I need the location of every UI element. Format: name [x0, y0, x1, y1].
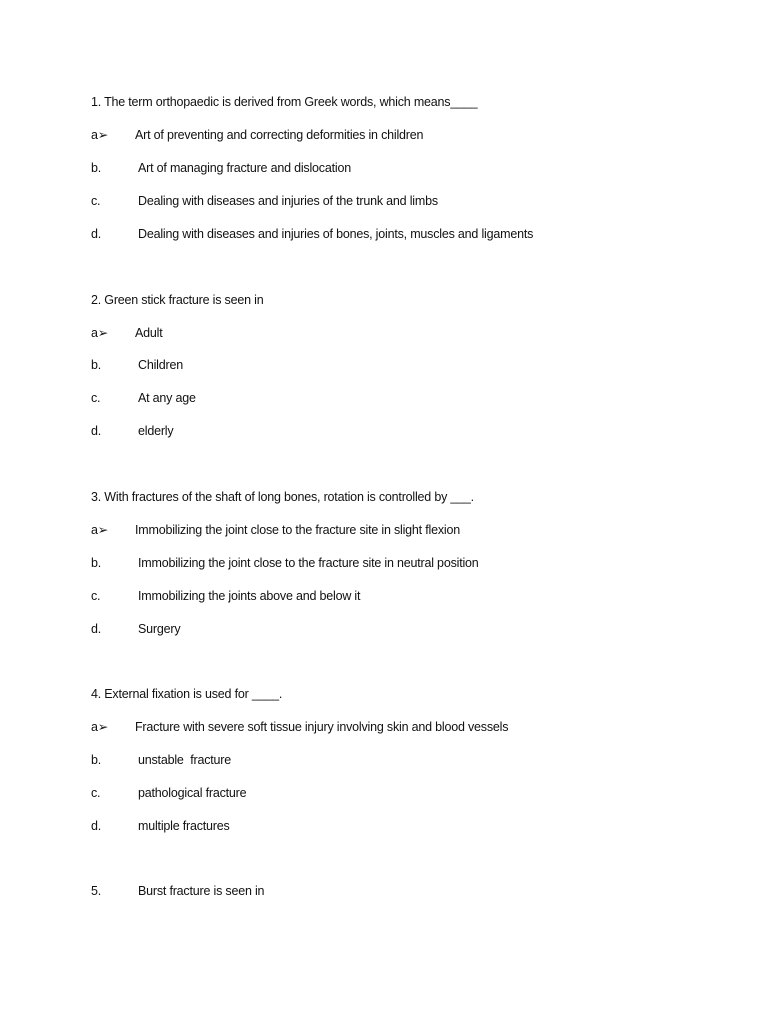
option-marker: b. [91, 556, 102, 570]
question-number: 5. [91, 884, 102, 898]
question-3-stem: 3. With fractures of the shaft of long bones, rotation is controlled by ___. [91, 490, 474, 504]
option-marker: a➢ [91, 523, 109, 537]
question-2-option-c [91, 390, 196, 406]
option-marker: a➢ [91, 326, 109, 340]
option-marker: c. [91, 589, 101, 603]
option-marker: c. [91, 194, 101, 208]
question-4-stem: 4. External fixation is used for ____. [91, 687, 283, 701]
option-text: elderly [138, 424, 174, 438]
option-text: At any age [138, 391, 196, 405]
option-text: Immobilizing the joint close to the fracture site in neutral position [138, 556, 479, 570]
question-2-option-d [91, 423, 173, 439]
option-text: Immobilizing the joints above and below it [138, 589, 361, 603]
question-4-option-c [91, 785, 246, 801]
option-marker: b. [91, 161, 102, 175]
question-5-stem [91, 883, 264, 899]
question-3-option-d [91, 621, 180, 637]
question-2-stem: 2. Green stick fracture is seen in [91, 293, 264, 307]
option-marker: d. [91, 622, 102, 636]
question-4-option-d [91, 818, 230, 834]
option-marker: a➢ [91, 720, 109, 734]
option-text: Immobilizing the joint close to the fracture site in slight flexion [135, 523, 460, 537]
option-text: Dealing with diseases and injuries of bones, joints, muscles and ligaments [138, 227, 534, 241]
option-marker: b. [91, 753, 102, 767]
option-marker: b. [91, 358, 102, 372]
option-marker: d. [91, 819, 102, 833]
option-marker: a➢ [91, 128, 109, 142]
option-text: Art of managing fracture and dislocation [138, 161, 351, 175]
option-marker: d. [91, 227, 102, 241]
option-text: unstable fracture [138, 753, 231, 767]
option-text: Art of preventing and correcting deformities in children [135, 128, 424, 142]
option-text: multiple fractures [138, 819, 230, 833]
option-marker: c. [91, 786, 101, 800]
question-3-option-b [91, 555, 479, 571]
question-text: Burst fracture is seen in [138, 884, 265, 898]
question-2-option-a [91, 325, 163, 341]
option-text: pathological fracture [138, 786, 247, 800]
question-3-option-c [91, 588, 360, 604]
option-marker: c. [91, 391, 101, 405]
question-1-stem: 1. The term orthopaedic is derived from Greek words, which means____ [91, 95, 478, 109]
question-1-option-b [91, 160, 351, 176]
question-3-option-a [91, 522, 460, 538]
question-4-option-a [91, 719, 508, 735]
option-text: Fracture with severe soft tissue injury involving skin and blood vessels [135, 720, 509, 734]
option-text: Dealing with diseases and injuries of the trunk and limbs [138, 194, 438, 208]
question-1-option-a [91, 127, 423, 143]
option-marker: d. [91, 424, 102, 438]
option-text: Surgery [138, 622, 181, 636]
question-2-option-b [91, 357, 183, 373]
question-4-option-b [91, 752, 231, 768]
question-1-option-d [91, 226, 533, 242]
question-1-option-c [91, 193, 438, 209]
option-text: Adult [135, 326, 163, 340]
option-text: Children [138, 358, 183, 372]
